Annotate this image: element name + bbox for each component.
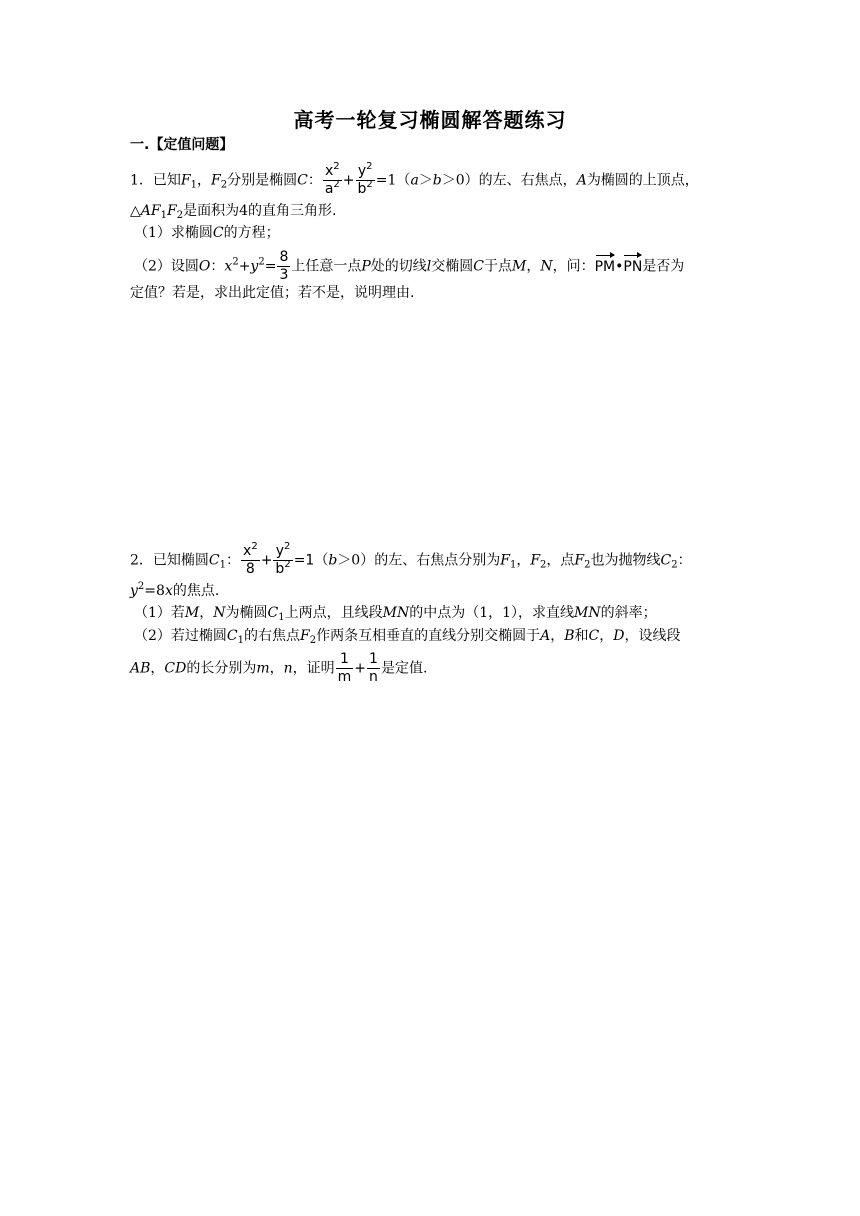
section-heading: 一.【定值问题】 [130,137,234,153]
fraction-8-over-3: $\frac{8}{3}$ [279,249,289,283]
vector-pm: PM [594,258,616,275]
problem-2-line-1: 2．已知椭圆$C_1$： $\frac{x^2}{8}$ + $\frac{y^2}{b^2}$ =1（b＞0）的左、右焦点分别为$F_1$，$F_2$，点$F_2$也为抛物线$C_2$： [130,541,692,577]
problem-1-line-1: 1．已知$F_1$，$F_2$分别是椭圆C： $\frac{x^2}{a^2}$ + $\frac{y^2}{b^2}$ =1（a＞b＞0）的左、右焦点，A为椭圆的上顶点， [130,161,699,197]
problem-1-question-2-continued: 定值？若是，求出此定值；若不是，说明理由. [130,285,415,301]
problem-1-question-1: （1）求椭圆C的方程； [134,225,280,241]
problem-2-question-2: （2）若过椭圆$C_1$的右焦点$F_2$作两条互相垂直的直线分别交椭圆于A，B和C，D，设线段 [134,628,681,646]
problem-2-question-1: （1）若M，N为椭圆$C_1$上两点，且线段MN的中点为（1，1），求直线MN的斜率； [134,605,657,623]
fraction-x2-over-8: $\frac{x^2}{8}$ [243,541,258,577]
fraction-1-over-m: $\frac{1}{m}$ [337,651,352,685]
problem-2-question-2-continued: AB，CD的长分别为m，n，证明 $\frac{1}{m}$ + $\frac{1}{n}$ 是定值. [130,651,428,685]
fraction-x2-over-a2: $\frac{x^2}{a^2}$ [324,161,340,197]
problem-1-line-2: $\triangle AF_1F_2$是面积为4的直角三角形. [130,203,337,221]
fraction-y2-over-b2: $\frac{y^2}{b^2}$ [357,161,373,197]
page-title: 高考一轮复习椭圆解答题练习 [293,108,567,132]
fraction-y2-over-b2: $\frac{y^2}{b^2}$ [275,541,291,577]
problem-2-line-2: $y^2=8x$的焦点. [130,581,220,599]
problem-1-question-2: （2）设圆O：$x^2+y^2=$ $\frac{8}{3}$ 上任意一点P处的切线l交椭圆C于点M，N，问：PM•PN是否为 [134,249,685,283]
vector-pn: PN [623,258,643,275]
fraction-1-over-n: $\frac{1}{n}$ [369,651,378,685]
